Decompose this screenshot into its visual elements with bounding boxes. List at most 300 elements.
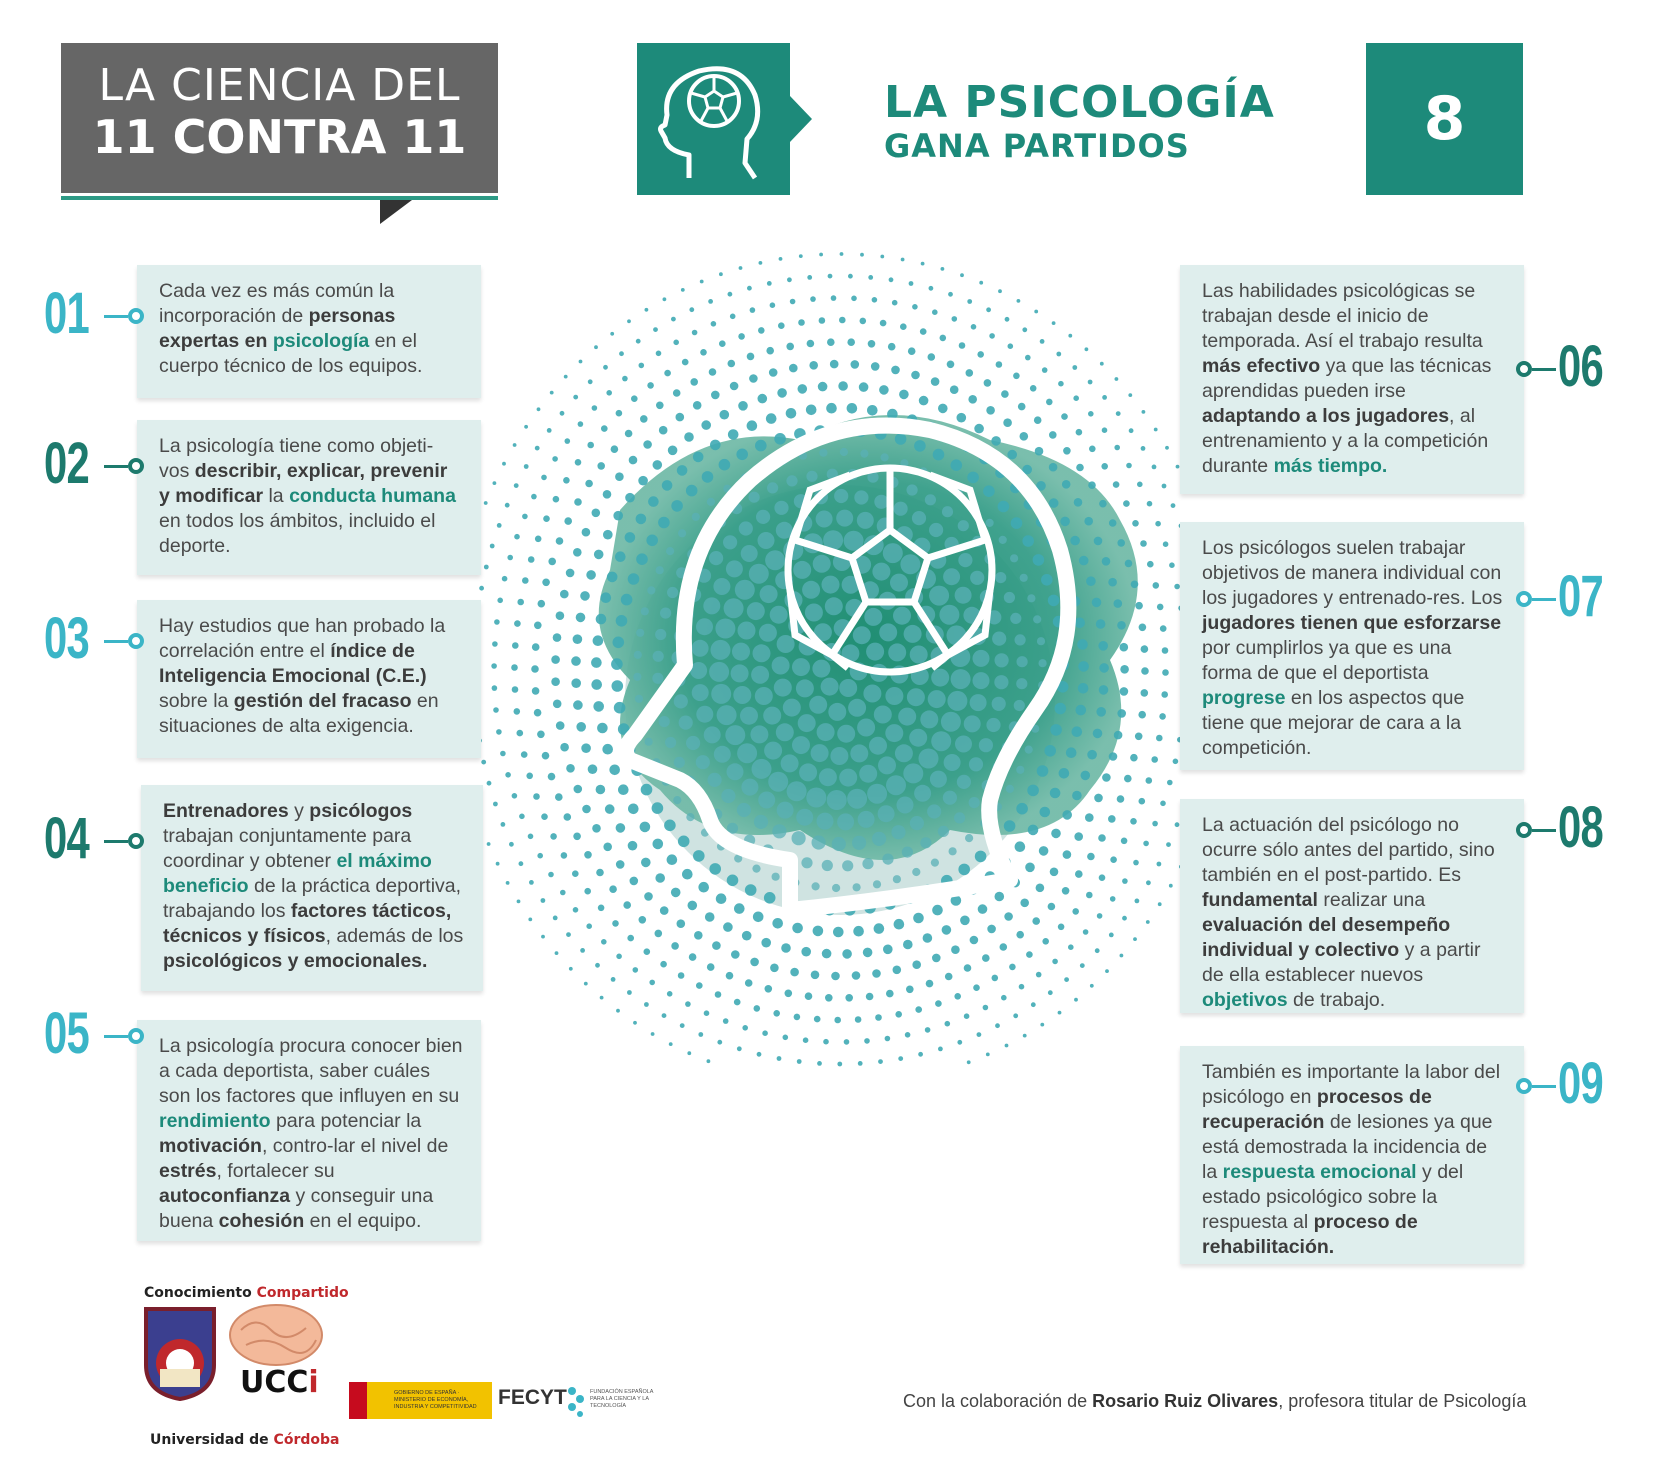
- card-text-segment: conducta humana: [289, 485, 456, 507]
- halftone-dot: [612, 920, 619, 927]
- halftone-dot: [998, 289, 1002, 293]
- halftone-dot: [889, 277, 894, 282]
- halftone-dot: [866, 643, 884, 661]
- halftone-dot: [773, 1010, 780, 1017]
- halftone-dot: [866, 993, 874, 1001]
- card-text-segment: de trabajo.: [1287, 989, 1386, 1011]
- halftone-dot: [1086, 576, 1096, 586]
- card-text-segment: y conseguir una buena: [159, 1185, 434, 1232]
- halftone-dot: [758, 532, 775, 549]
- halftone-dot: [1094, 794, 1103, 803]
- halftone-dot: [1015, 841, 1026, 852]
- halftone-dot: [652, 673, 663, 684]
- halftone-dot: [513, 443, 517, 447]
- halftone-dot: [857, 719, 875, 737]
- halftone-dot: [1068, 944, 1074, 950]
- halftone-dot: [560, 590, 569, 599]
- halftone-dot: [487, 842, 491, 846]
- halftone-dot: [569, 967, 573, 971]
- halftone-dot: [588, 379, 593, 384]
- halftone-dot: [750, 307, 756, 313]
- halftone-dot: [1016, 803, 1028, 815]
- halftone-dot: [814, 1016, 821, 1023]
- halftone-dot: [1004, 912, 1013, 921]
- halftone-dot: [1151, 756, 1158, 763]
- halftone-dot: [709, 863, 721, 875]
- halftone-dot: [586, 570, 596, 580]
- halftone-dot: [533, 793, 540, 800]
- halftone-dot: [822, 576, 840, 594]
- card-text-segment: rendimiento: [159, 1110, 271, 1132]
- halftone-dot: [609, 885, 617, 893]
- halftone-dot: [807, 340, 815, 348]
- halftone-dot: [749, 564, 769, 584]
- halftone-dot: [1141, 689, 1149, 697]
- halftone-dot: [1158, 902, 1162, 906]
- halftone-dot: [1064, 977, 1069, 982]
- halftone-dot: [959, 342, 966, 349]
- halftone-dot: [904, 625, 922, 643]
- card-text-segment: índice de Inteligencia Emocional (C.E.): [159, 640, 427, 687]
- halftone-dot: [1019, 984, 1025, 990]
- pointer-arrow-icon: [790, 96, 812, 142]
- halftone-dot: [1143, 841, 1149, 847]
- halftone-dot: [974, 424, 984, 434]
- halftone-dot: [531, 494, 537, 500]
- halftone-dot: [1049, 431, 1057, 439]
- halftone-dot: [886, 990, 894, 998]
- halftone-dot: [911, 371, 920, 380]
- halftone-dot: [707, 1059, 711, 1063]
- halftone-dot: [803, 1037, 809, 1043]
- halftone-dot: [901, 258, 905, 262]
- halftone-dot: [1117, 709, 1126, 718]
- halftone-dot: [902, 847, 913, 858]
- halftone-dot: [1102, 395, 1107, 400]
- halftone-dot: [1033, 554, 1045, 566]
- halftone-dot: [611, 977, 616, 982]
- card-text-segment: , fortalecer su: [216, 1160, 335, 1182]
- halftone-dot: [967, 299, 972, 304]
- halftone-dot: [1040, 339, 1045, 344]
- halftone-dot: [801, 857, 812, 868]
- card-text-segment: jugadores tienen que esforzarse: [1202, 612, 1502, 634]
- halftone-dot: [954, 993, 961, 1000]
- halftone-dot: [497, 523, 502, 528]
- halftone-dot: [986, 406, 995, 415]
- halftone-dot: [644, 892, 653, 901]
- halftone-dot: [660, 608, 671, 619]
- halftone-dot: [811, 971, 820, 980]
- halftone-dot: [662, 480, 673, 491]
- halftone-dot: [789, 364, 798, 373]
- halftone-dot: [594, 345, 598, 349]
- halftone-dot: [708, 299, 713, 304]
- halftone-dot: [787, 781, 807, 801]
- halftone-dot: [653, 839, 664, 850]
- halftone-dot: [1040, 1023, 1044, 1027]
- halftone-dot: [1070, 536, 1080, 546]
- halftone-dot: [635, 695, 643, 703]
- halftone-dot: [1167, 780, 1173, 786]
- halftone-dot: [614, 702, 626, 714]
- halftone-dot: [882, 854, 893, 865]
- halftone-dot: [693, 850, 705, 862]
- halftone-dot: [509, 842, 514, 847]
- halftone-dot: [992, 975, 999, 982]
- halftone-dot: [645, 308, 649, 312]
- halftone-dot: [767, 482, 778, 493]
- halftone-dot: [960, 273, 964, 277]
- halftone-dot: [588, 764, 598, 774]
- halftone-dot: [900, 323, 907, 330]
- halftone-dot: [496, 862, 500, 866]
- halftone-dot: [1093, 729, 1103, 739]
- halftone-dot: [603, 843, 612, 852]
- halftone-dot: [1074, 998, 1078, 1002]
- ucci-logo-text: UCCi: [240, 1365, 319, 1400]
- halftone-dot: [928, 353, 936, 361]
- fecyt-logo: FECYT: [498, 1386, 567, 1409]
- halftone-dot: [1129, 428, 1134, 433]
- halftone-dot: [564, 375, 568, 379]
- halftone-dot: [1025, 863, 1035, 873]
- halftone-dot: [868, 275, 873, 280]
- halftone-dot: [957, 1040, 962, 1045]
- halftone-dot: [783, 1035, 789, 1041]
- halftone-dot: [1078, 661, 1089, 672]
- halftone-dot: [823, 1039, 829, 1045]
- halftone-dot: [542, 579, 550, 587]
- halftone-dot: [555, 951, 559, 955]
- halftone-dot: [653, 651, 664, 662]
- halftone-dot: [947, 691, 967, 711]
- halftone-dot: [534, 622, 542, 630]
- halftone-dot: [1088, 380, 1093, 385]
- halftone-dot: [894, 502, 908, 516]
- halftone-dot: [735, 580, 755, 600]
- halftone-dot: [719, 459, 731, 471]
- halftone-dot: [724, 598, 744, 618]
- halftone-dot: [727, 763, 744, 780]
- center-illustration: [470, 190, 1190, 1075]
- uco-tagline: Conocimiento Compartido: [144, 1285, 349, 1301]
- halftone-dot: [970, 694, 987, 711]
- halftone-dot: [958, 520, 969, 531]
- halftone-dot: [1031, 1002, 1036, 1007]
- halftone-dot: [720, 410, 730, 420]
- halftone-dot: [737, 743, 757, 763]
- halftone-dot: [730, 382, 739, 391]
- halftone-dot: [1083, 929, 1089, 935]
- halftone-dot: [596, 785, 606, 795]
- halftone-dot: [1061, 413, 1068, 420]
- halftone-dot: [723, 922, 733, 932]
- halftone-dot: [1004, 820, 1016, 832]
- halftone-dot: [914, 785, 931, 802]
- halftone-dot: [612, 680, 624, 692]
- halftone-dot: [859, 765, 877, 783]
- halftone-dot: [1041, 574, 1053, 586]
- halftone-dot: [595, 963, 600, 968]
- halftone-dot: [792, 658, 810, 676]
- halftone-dot: [696, 618, 713, 635]
- halftone-dot: [765, 550, 785, 570]
- halftone-dot: [945, 1021, 951, 1027]
- halftone-dot: [682, 869, 693, 880]
- halftone-dot: [850, 744, 868, 762]
- halftone-dot: [881, 453, 889, 461]
- halftone-dot: [548, 558, 556, 566]
- halftone-dot: [970, 936, 979, 945]
- halftone-dot: [757, 1052, 762, 1057]
- halftone-dot: [867, 784, 887, 804]
- halftone-dot: [1109, 752, 1118, 761]
- halftone-dot: [973, 984, 980, 991]
- connector-ring-icon: [1516, 822, 1532, 838]
- halftone-dot: [957, 775, 971, 789]
- halftone-dot: [1049, 463, 1058, 472]
- halftone-dot: [711, 684, 731, 704]
- card-text-segment: , además de los: [325, 925, 464, 947]
- halftone-dot: [711, 321, 717, 327]
- card-text-segment: personas expertas en: [159, 305, 396, 352]
- connector-ring-icon: [128, 458, 144, 474]
- halftone-dot: [692, 684, 709, 701]
- halftone-dot: [1037, 765, 1049, 777]
- halftone-dot: [602, 744, 613, 755]
- halftone-dot: [1159, 713, 1166, 720]
- halftone-dot: [528, 556, 535, 563]
- halftone-dot: [1146, 880, 1151, 885]
- halftone-dot: [698, 882, 709, 893]
- halftone-dot: [992, 697, 1006, 711]
- connector-ring-icon: [128, 1028, 144, 1044]
- halftone-dot: [611, 445, 619, 453]
- halftone-dot: [603, 490, 612, 499]
- halftone-dot: [967, 472, 979, 484]
- halftone-dot: [969, 757, 983, 771]
- card-text-segment: la: [263, 485, 290, 507]
- halftone-dot: [656, 351, 662, 357]
- halftone-dot: [641, 858, 651, 868]
- halftone-dot: [666, 547, 674, 555]
- halftone-dot: [1122, 916, 1127, 921]
- halftone-dot: [931, 859, 939, 867]
- halftone-dot: [805, 604, 823, 622]
- halftone-dot: [827, 790, 847, 810]
- halftone-dot: [1076, 464, 1084, 472]
- halftone-dot: [851, 296, 857, 302]
- halftone-dot: [986, 1053, 990, 1057]
- halftone-dot: [494, 619, 500, 625]
- halftone-dot: [537, 731, 545, 739]
- halftone-dot: [777, 635, 795, 653]
- halftone-dot: [493, 802, 498, 807]
- halftone-dot: [541, 475, 547, 481]
- halftone-dot: [660, 906, 669, 915]
- halftone-dot: [1014, 700, 1025, 711]
- halftone-dot: [955, 736, 972, 753]
- halftone-dot: [1133, 860, 1139, 866]
- halftone-dot: [1137, 482, 1143, 488]
- halftone-dot: [1169, 884, 1173, 888]
- halftone-dot: [1037, 637, 1045, 645]
- halftone-dot: [878, 1059, 883, 1064]
- halftone-dot: [704, 726, 721, 743]
- series-title-box: [61, 43, 498, 193]
- halftone-dot: [885, 687, 903, 705]
- halftone-dot: [601, 939, 607, 945]
- halftone-dot: [1090, 984, 1094, 988]
- halftone-dot: [910, 646, 928, 664]
- card-text-segment: adaptando a los jugadores: [1202, 405, 1450, 427]
- connector-line: [104, 840, 128, 843]
- halftone-dot: [1079, 556, 1089, 566]
- halftone-dot: [875, 1014, 882, 1021]
- halftone-dot: [1088, 411, 1094, 417]
- halftone-dot: [659, 426, 668, 435]
- halftone-dot: [817, 1061, 822, 1066]
- halftone-dot: [1076, 705, 1087, 716]
- brain-logo: [226, 1300, 326, 1370]
- halftone-dot: [1033, 615, 1041, 623]
- halftone-dot: [671, 317, 676, 322]
- halftone-dot: [719, 340, 726, 347]
- card-text-segment: La psicología tiene como objeti-vos: [159, 435, 434, 482]
- halftone-dot: [702, 471, 714, 483]
- halftone-dot: [1081, 771, 1091, 781]
- halftone-dot: [830, 360, 839, 369]
- halftone-dot: [759, 624, 777, 642]
- card-text-segment: , al entrenamiento y a la competición durante: [1202, 405, 1489, 477]
- halftone-dot: [749, 374, 758, 383]
- halftone-dot: [799, 763, 817, 781]
- card-text-segment: por cumplirlos ya que es una forma de que el deportista: [1202, 637, 1452, 684]
- halftone-dot: [1139, 624, 1147, 632]
- government-logo-text: GOBIERNO DE ESPAÑA · MINISTERIO DE ECONOMÍA, INDUSTRIA Y COMPETITIVIDAD: [394, 1390, 477, 1410]
- halftone-dot: [1058, 381, 1064, 387]
- halftone-dot: [556, 611, 565, 620]
- halftone-dot: [806, 788, 826, 808]
- halftone-dot: [941, 712, 961, 732]
- halftone-dot: [851, 360, 860, 369]
- halftone-dot: [949, 847, 957, 855]
- halftone-dot: [734, 999, 741, 1006]
- halftone-dot: [1044, 745, 1056, 757]
- halftone-dot: [586, 923, 592, 929]
- card-text-segment: en todos los ámbitos, incluido el deporte.: [159, 510, 436, 557]
- halftone-dot: [900, 554, 920, 574]
- halftone-dot: [925, 494, 936, 505]
- halftone-dot: [692, 330, 698, 336]
- halftone-dot: [1114, 599, 1123, 608]
- halftone-dot: [1109, 933, 1114, 938]
- halftone-dot: [1087, 853, 1095, 861]
- halftone-dot: [852, 971, 861, 980]
- halftone-dot: [918, 1052, 923, 1057]
- halftone-dot: [817, 723, 835, 741]
- info-card-06: [1180, 265, 1524, 494]
- halftone-dot: [573, 634, 583, 644]
- halftone-dot: [737, 803, 751, 817]
- halftone-dot: [535, 446, 540, 451]
- halftone-dot: [1120, 954, 1124, 958]
- halftone-dot: [878, 756, 896, 774]
- card-text-segment: en situaciones de alta exigencia.: [159, 690, 439, 737]
- halftone-dot: [560, 743, 569, 752]
- item-number-08: 08: [1558, 795, 1604, 860]
- halftone-dot: [719, 272, 723, 276]
- halftone-dot: [860, 253, 864, 257]
- halftone-dot: [576, 722, 586, 732]
- halftone-dot: [731, 664, 749, 682]
- halftone-dot: [755, 440, 767, 452]
- halftone-dot: [641, 784, 653, 796]
- halftone-dot: [938, 826, 949, 837]
- halftone-dot: [573, 700, 583, 710]
- halftone-dot: [655, 629, 666, 640]
- halftone-dot: [696, 982, 703, 989]
- halftone-dot: [798, 384, 808, 394]
- halftone-dot: [805, 992, 813, 1000]
- halftone-dot: [951, 669, 971, 689]
- halftone-dot: [925, 1027, 931, 1033]
- halftone-dot: [869, 737, 887, 755]
- halftone-dot: [713, 578, 730, 595]
- halftone-dot: [696, 755, 710, 769]
- halftone-dot: [1001, 995, 1007, 1001]
- halftone-dot: [596, 869, 604, 877]
- halftone-dot: [717, 705, 737, 725]
- halftone-dot: [1171, 503, 1176, 508]
- halftone-dot: [952, 316, 958, 322]
- halftone-dot: [964, 715, 981, 732]
- halftone-dot: [636, 514, 647, 525]
- halftone-dot: [799, 254, 803, 258]
- halftone-dot: [979, 738, 993, 752]
- halftone-dot: [1175, 822, 1180, 827]
- halftone-dot: [819, 768, 837, 786]
- halftone-dot: [1108, 815, 1116, 823]
- spain-flag-icon: [349, 1382, 367, 1419]
- card-text-segment: cohesión: [218, 1210, 305, 1232]
- halftone-dot: [1135, 733, 1143, 741]
- halftone-dot: [663, 297, 667, 301]
- halftone-dot: [774, 679, 792, 697]
- card-text-segment: Entrenadores: [163, 800, 289, 822]
- halftone-dot: [1154, 428, 1158, 432]
- halftone-dot: [1052, 959, 1058, 965]
- speech-tail: [380, 200, 412, 224]
- halftone-dot: [844, 1039, 850, 1045]
- halftone-dot: [493, 481, 497, 485]
- connector-line: [1532, 368, 1556, 371]
- halftone-dot: [556, 721, 565, 730]
- halftone-dot: [653, 327, 658, 332]
- halftone-dot: [1032, 917, 1040, 925]
- halftone-dot: [984, 379, 992, 387]
- halftone-dot: [609, 765, 620, 776]
- halftone-dot: [977, 1032, 982, 1037]
- halftone-dot: [1163, 541, 1169, 547]
- halftone-dot: [967, 1060, 971, 1064]
- halftone-dot: [1016, 931, 1024, 939]
- halftone-dot: [1013, 1013, 1018, 1018]
- halftone-dot: [1048, 903, 1056, 911]
- halftone-dot: [1072, 908, 1079, 915]
- halftone-dot: [517, 900, 521, 904]
